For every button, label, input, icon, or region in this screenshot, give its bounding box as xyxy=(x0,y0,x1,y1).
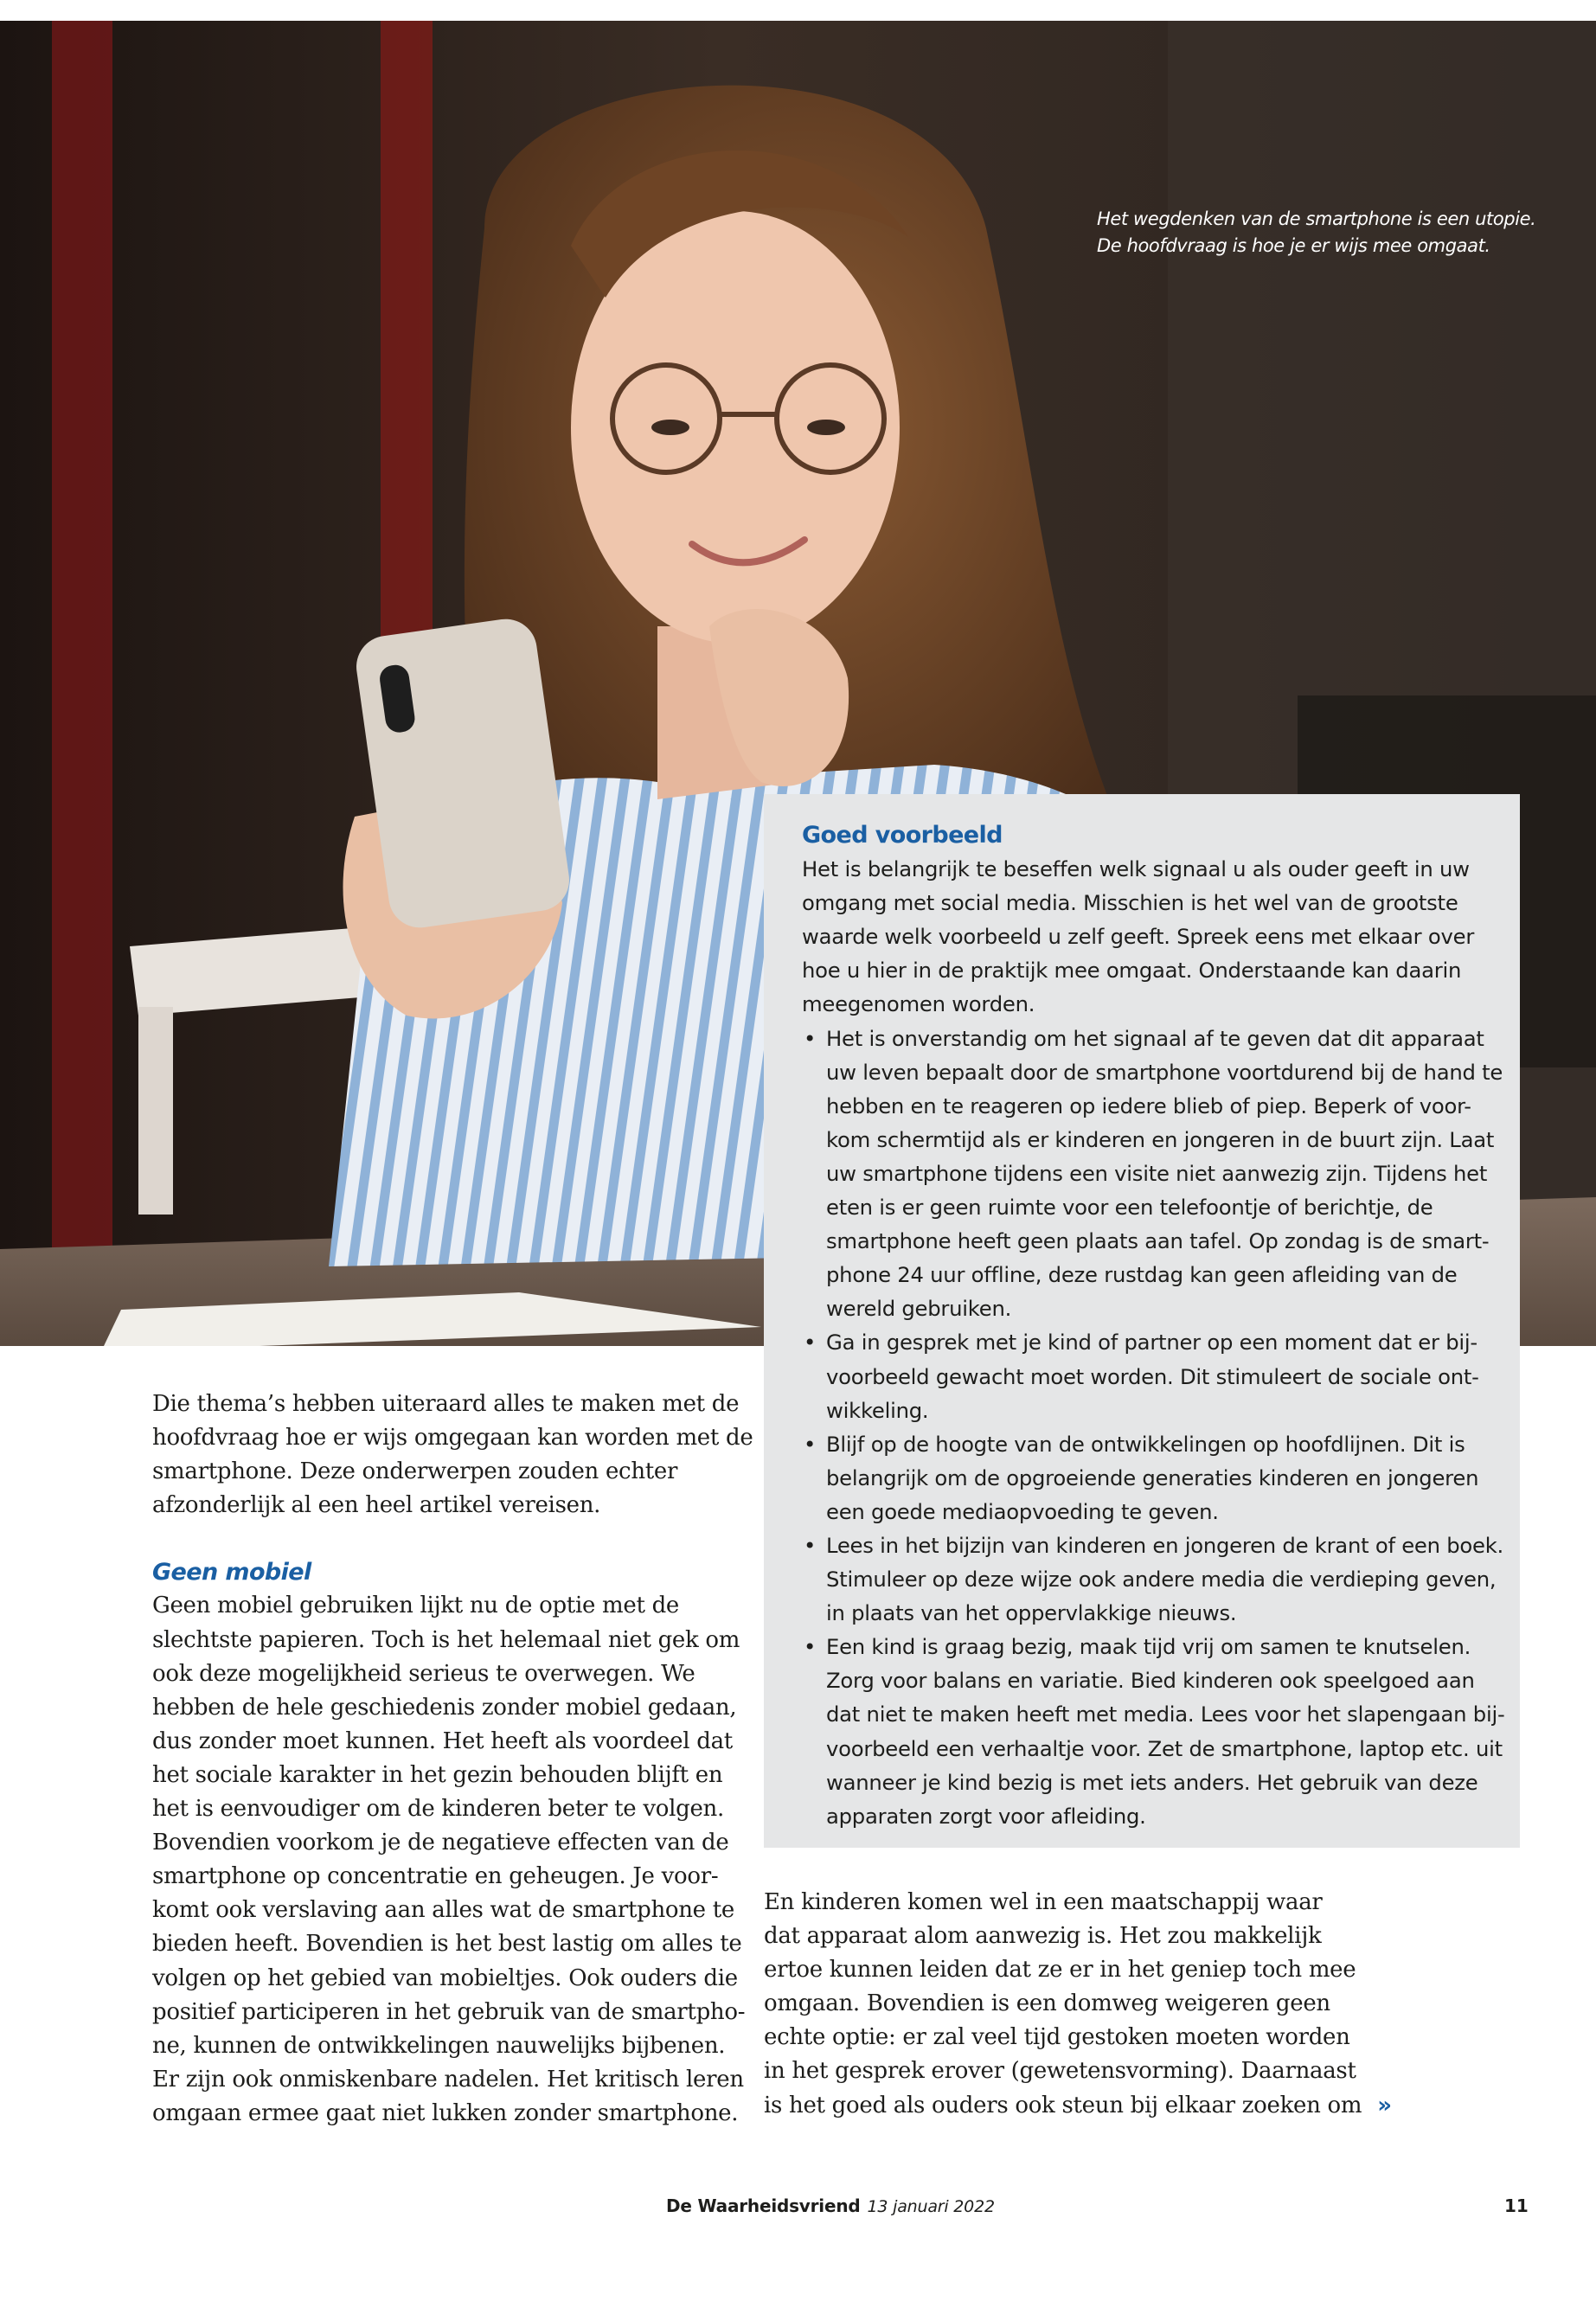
box-intro xyxy=(802,852,1503,1021)
text-line: uw leven bepaalt door de smartphone voortdurend bij de hand te xyxy=(826,1059,1503,1085)
text-line: smartphone heeft geen plaats aan tafel. Op zondag is de smart- xyxy=(826,1228,1490,1254)
geen-mobiel-paragraph xyxy=(152,1589,746,2131)
info-box-goed-voorbeeld xyxy=(764,794,1520,1848)
text-line: hebben en te reageren op iedere blieb of piep. Beperk of voor- xyxy=(826,1093,1471,1118)
text-line: Geen mobiel gebruiken lijkt nu de optie met de xyxy=(152,1593,680,1619)
page-number: 11 xyxy=(1504,2195,1529,2216)
text-line: En kinderen komen wel in een maatschappij waar xyxy=(764,1889,1323,1915)
text-line: Die thema’s hebben uiteraard alles te maken met de xyxy=(152,1391,740,1417)
text-line: waarde welk voorbeeld u zelf geeft. Spreek eens met elkaar over xyxy=(802,924,1475,950)
text-line: slechtste papieren. Toch is het helemaal niet gek om xyxy=(152,1626,740,1653)
text-line: omgang met social media. Misschien is het wel van de grootste xyxy=(802,890,1458,916)
text-line: afzonderlijk al een heel artikel vereisen. xyxy=(152,1492,601,1519)
text-line: hoe u hier in de praktijk mee omgaat. Onderstaande kan daarin xyxy=(802,958,1462,984)
photo-caption: Het wegdenken van de smartphone is een utopie. De hoofdvraag is hoe je er wijs mee omgaat. xyxy=(1097,208,1536,256)
text-line: ook deze mogelijkheid serieus te overwegen. We xyxy=(152,1660,695,1687)
issue-date: 13 januari 2022 xyxy=(867,2197,995,2216)
intro-paragraph xyxy=(152,1388,753,1522)
text-line: een goede mediaopvoeding te geven. xyxy=(826,1498,1219,1524)
text-line: Er zijn ook onmiskenbare nadelen. Het kritisch leren xyxy=(152,2066,744,2093)
bullet-item xyxy=(802,1022,1503,1326)
continue-arrow-icon: » xyxy=(1377,2092,1392,2118)
text-line: Het is onverstandig om het signaal af te geven dat dit apparaat xyxy=(826,1025,1484,1051)
text-line: Stimuleer op deze wijze ook andere media die verdieping geven, xyxy=(826,1567,1497,1593)
text-line: echte optie: er zal veel tijd gestoken moeten worden xyxy=(764,2024,1350,2051)
text-line: positief participeren in het gebruik van de smartpho- xyxy=(152,1998,746,2025)
text-line: dus zonder moet kunnen. Het heeft als voordeel dat xyxy=(152,1727,733,1754)
text-line: wanneer je kind bezig is met iets anders. Het gebruik van deze xyxy=(826,1769,1478,1795)
left-column xyxy=(152,1388,753,2131)
text-line: Blijf op de hoogte van de ontwikkelingen op hoofdlijnen. Dit is xyxy=(826,1431,1465,1457)
bullet-dot-icon: • xyxy=(804,1330,817,1356)
bullet-dot-icon: • xyxy=(804,1532,817,1558)
text-line: smartphone op concentratie en geheugen. Je voor- xyxy=(152,1863,719,1890)
bullet-item xyxy=(802,1427,1503,1529)
text-line-last xyxy=(764,2089,1508,2123)
text-line: Een kind is graag bezig, maak tijd vrij om samen te knutselen. xyxy=(826,1634,1471,1660)
publication-info xyxy=(666,2195,995,2216)
section-heading-geen-mobiel: Geen mobiel xyxy=(152,1559,311,1586)
text-line: hebben de hele geschiedenis zonder mobiel gedaan, xyxy=(152,1694,737,1721)
text-line-content: is het goed als ouders ook steun bij elkaar zoeken om xyxy=(764,2092,1362,2118)
bullet-dot-icon: • xyxy=(804,1634,817,1660)
text-line: volgen op het gebied van mobieltjes. Ook ouders die xyxy=(152,1965,738,1991)
text-line: in plaats van het oppervlakkige nieuws. xyxy=(826,1600,1237,1626)
text-line: omgaan ermee gaat niet lukken zonder smartphone. xyxy=(152,2099,739,2126)
box-heading: Goed voorbeeld xyxy=(802,822,1003,849)
text-line: Zorg voor balans en variatie. Bied kinderen ook speelgoed aan xyxy=(826,1668,1475,1694)
text-line: Ga in gesprek met je kind of partner op een moment dat er bij- xyxy=(826,1330,1477,1356)
text-line: voorbeeld een verhaaltje voor. Zet de smartphone, laptop etc. uit xyxy=(826,1735,1503,1761)
text-line: meegenomen worden. xyxy=(802,991,1035,1017)
right-column xyxy=(764,1886,1508,2123)
text-line: het is eenvoudiger om de kinderen beter te volgen. xyxy=(152,1796,724,1823)
text-line: wikkeling. xyxy=(826,1397,929,1423)
text-line: ertoe kunnen leiden dat ze er in het geniep toch mee xyxy=(764,1957,1356,1984)
text-line: ne, kunnen de ontwikkelingen nauwelijks bijbenen. xyxy=(152,2032,726,2059)
text-line: Het is belangrijk te beseffen welk signaal u als ouder geeft in uw xyxy=(802,856,1470,882)
publication-name: De Waarheidsvriend xyxy=(666,2195,861,2216)
text-line: het sociale karakter in het gezin behouden blijft en xyxy=(152,1761,723,1788)
text-line: Lees in het bijzijn van kinderen en jongeren de krant of een boek. xyxy=(826,1532,1504,1558)
bullet-dot-icon: • xyxy=(804,1431,817,1457)
text-line: uw smartphone tijdens een visite niet aanwezig zijn. Tijdens het xyxy=(826,1160,1488,1186)
bullet-item xyxy=(802,1630,1503,1833)
bullet-item xyxy=(802,1529,1503,1630)
text-line: bieden heeft. Bovendien is het best lastig om alles te xyxy=(152,1931,742,1958)
text-line: eten is er geen ruimte voor een telefoontje of berichtje, de xyxy=(826,1195,1433,1221)
text-line: kom schermtijd als er kinderen en jongeren in de buurt zijn. Laat xyxy=(826,1126,1495,1152)
text-line: smartphone. Deze onderwerpen zouden echter xyxy=(152,1458,678,1485)
text-line: komt ook verslaving aan alles wat de smartphone te xyxy=(152,1897,734,1924)
bullet-dot-icon: • xyxy=(804,1025,817,1051)
bullet-item xyxy=(802,1325,1503,1426)
text-line: voorbeeld gewacht moet worden. Dit stimuleert de sociale ont- xyxy=(826,1363,1479,1389)
text-line: dat apparaat alom aanwezig is. Het zou makkelijk xyxy=(764,1923,1322,1950)
text-line: phone 24 uur offline, deze rustdag kan geen afleiding van de xyxy=(826,1262,1458,1288)
text-line: Bovendien voorkom je de negatieve effecten van de xyxy=(152,1830,729,1856)
text-line: dat niet te maken heeft met media. Lees voor het slapengaan bij- xyxy=(826,1702,1505,1727)
text-line: apparaten zorgt voor afleiding. xyxy=(826,1803,1146,1829)
text-line: wereld gebruiken. xyxy=(826,1296,1012,1322)
text-line: belangrijk om de opgroeiende generaties kinderen en jongeren xyxy=(826,1465,1479,1490)
bullet-list xyxy=(802,1022,1503,1833)
page-footer xyxy=(0,2195,1596,2230)
text-line: omgaan. Bovendien is een domweg weigeren geen xyxy=(764,1990,1330,2017)
text-line: in het gesprek erover (gewetensvorming). Daarnaast xyxy=(764,2058,1356,2085)
text-line: hoofdvraag hoe er wijs omgegaan kan worden met de xyxy=(152,1425,753,1452)
